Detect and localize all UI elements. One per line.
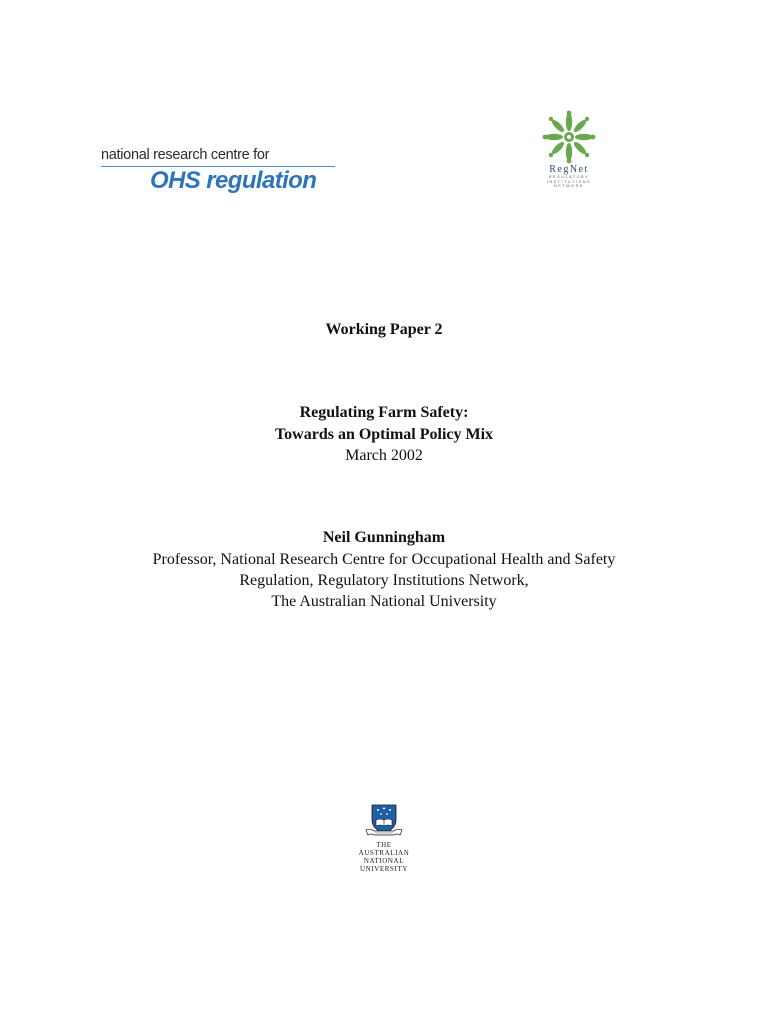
paper-title-line-1: Regulating Farm Safety: xyxy=(299,404,469,421)
regnet-logo xyxy=(536,110,602,189)
regnet-subtitle-1: REGULATORY xyxy=(548,175,590,179)
publication-date: March 2002 xyxy=(345,447,423,464)
regnet-subtitle-3: NETWORK xyxy=(554,184,584,189)
ohs-regulation-logo xyxy=(101,147,337,195)
ohs-logo-wordmark: OHS regulation xyxy=(150,167,317,194)
regnet-leaf-icon xyxy=(542,110,596,164)
anu-logo xyxy=(344,804,424,873)
paper-title-line-2: Towards an Optimal Policy Mix xyxy=(274,426,494,443)
anu-wordmark-line-2: AUSTRALIAN xyxy=(358,849,410,857)
anu-wordmark xyxy=(344,841,424,873)
working-paper-label: Working Paper 2 xyxy=(325,321,443,338)
anu-crest-icon xyxy=(364,804,404,838)
anu-wordmark-line-3: NATIONAL xyxy=(363,857,405,865)
author-affiliation-line-1: Professor, National Research Centre for Occupational Health and Safety xyxy=(152,551,616,568)
author-affiliation-line-3: The Australian National University xyxy=(271,593,497,610)
regnet-subtitle-2: INSTITUTIONS xyxy=(546,179,592,184)
regnet-wordmark: RegNet xyxy=(549,164,589,175)
anu-wordmark-line-1: THE xyxy=(376,841,392,849)
author-affiliation-line-2: Regulation, Regulatory Institutions Network, xyxy=(239,572,529,589)
author-name: Neil Gunningham xyxy=(322,529,446,546)
ohs-logo-tagline: national research centre for xyxy=(101,147,270,163)
anu-wordmark-line-4: UNIVERSITY xyxy=(360,865,408,873)
